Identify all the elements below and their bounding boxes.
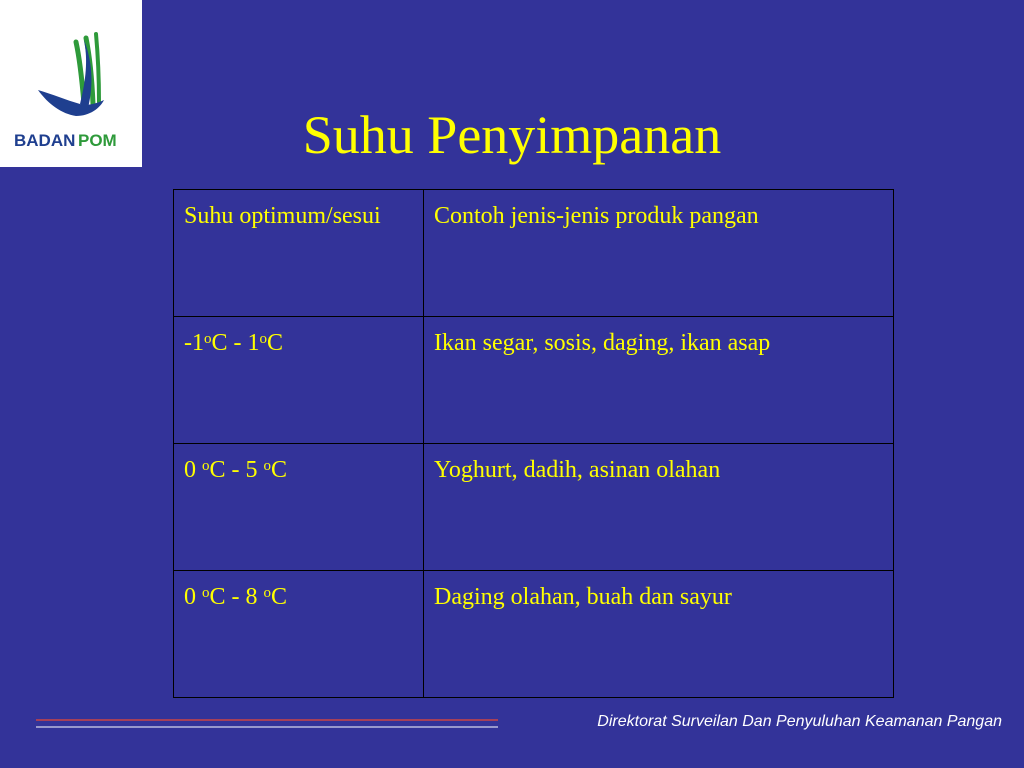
table-row [174, 571, 894, 698]
table-header-row [174, 190, 894, 317]
footer-text: Direktorat Surveilan Dan Penyuluhan Keamanan Pangan [597, 713, 1002, 730]
footer-divider [36, 718, 498, 730]
temp-from: -1 [184, 330, 204, 356]
temp-unit: C [267, 330, 284, 356]
header-cell-products [424, 190, 894, 317]
temperature-cell [174, 444, 424, 571]
degree-sign: o [263, 585, 272, 601]
degree-sign: o [259, 331, 268, 347]
storage-temperature-table [173, 189, 894, 698]
header-products-label: Contoh jenis-jenis produk pangan [434, 203, 759, 229]
degree-sign: o [204, 331, 212, 347]
degree-sign: o [202, 458, 210, 474]
logo-text-pom: POM [78, 131, 117, 150]
products-text: Ikan segar, sosis, daging, ikan asap [434, 330, 771, 356]
temp-unit: C [271, 584, 288, 610]
products-cell [424, 571, 894, 698]
temp-to: - 8 [225, 584, 264, 610]
degree-sign: o [263, 458, 272, 474]
header-temperature-label: Suhu optimum/sesui [184, 203, 381, 229]
products-cell [424, 317, 894, 444]
temp-unit: C [209, 584, 226, 610]
temp-to: - 5 [225, 457, 264, 483]
temp-unit: C [271, 457, 288, 483]
logo-text-badan: BADAN [14, 131, 76, 150]
table-row [174, 317, 894, 444]
logo [0, 0, 142, 167]
table-row [174, 444, 894, 571]
header-cell-temperature [174, 190, 424, 317]
badan-pom-logo-icon [0, 0, 142, 167]
temp-to: - 1 [227, 330, 260, 356]
products-cell [424, 444, 894, 571]
temp-from: 0 [184, 584, 202, 610]
temp-from: 0 [184, 457, 202, 483]
products-text: Yoghurt, dadih, asinan olahan [434, 457, 721, 483]
degree-sign: o [202, 585, 210, 601]
temperature-cell [174, 317, 424, 444]
products-text: Daging olahan, buah dan sayur [434, 584, 732, 610]
temp-unit: C [209, 457, 226, 483]
temperature-cell [174, 571, 424, 698]
slide-title: Suhu Penyimpanan [302, 105, 722, 165]
temp-unit: C [211, 330, 228, 356]
